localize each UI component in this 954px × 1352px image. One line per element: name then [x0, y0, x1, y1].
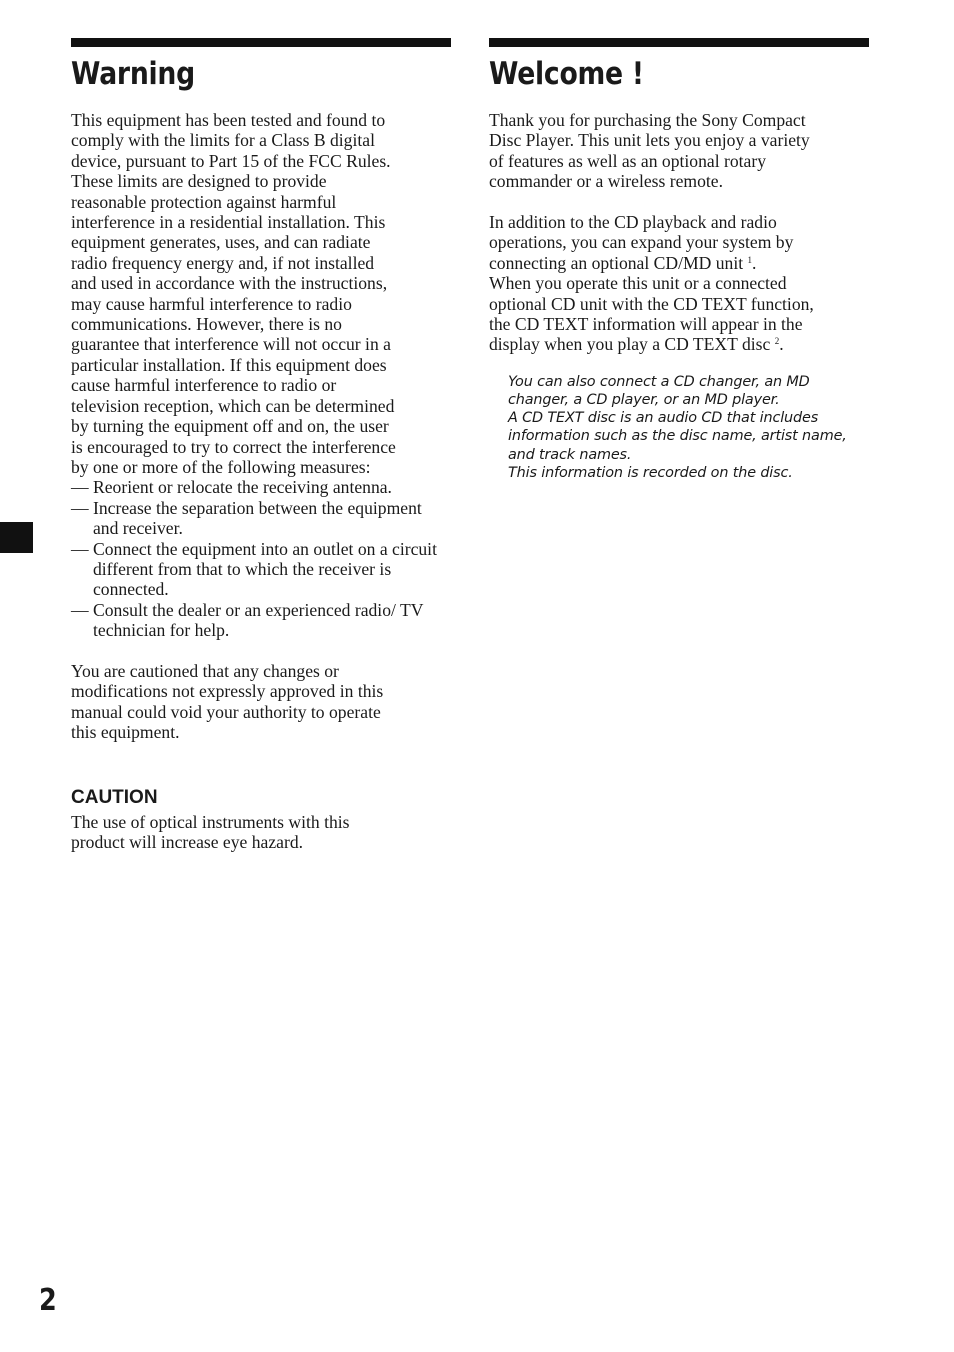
caution-heading: CAUTION — [71, 786, 158, 808]
measures-list — [71, 477, 451, 640]
welcome-column — [489, 38, 869, 482]
footnote-marker: 2 — [774, 336, 780, 347]
footnote-1: You can also connect a CD changer, an MD changer, a CD player, or an MD player. — [508, 373, 810, 409]
expansion-paragraph: In addition to the CD playback and radio operations, you can expand your system by connecting an optional CD/MD unit $^1$. When you operate this unit or a connected optional CD unit with the CD TEXT function, the CD TEXT information will appear in the display when you play a CD TEXT disc $^2$. — [489, 212, 814, 355]
warning-paragraph: This equipment has been tested and found to comply with the limits for a Class B digital device, pursuant to Part 15 of the FCC Rules. These limits are designed to provide reasonable protection against harmful interference in a residential installation. This equipment generates, uses, and can radiate radio frequency energy and, if not installed and used in accordance with the instructions, may cause harmful interference to radio communications. However, there is no guarantee that interference will not occur in a particular installation. If this equipment does cause harmful interference to radio or television reception, which can be determined by turning the equipment off and on, the user is encouraged to try to correct the interference by one or more of the following measures: — [71, 110, 396, 477]
list-item: — Reorient or relocate the receiving antenna. — [71, 477, 451, 497]
section-tab-marker — [0, 522, 33, 553]
warning-title: Warning — [71, 56, 195, 92]
list-item: — Connect the equipment into an outlet on a circuit different from that to which the receiver is connected. — [71, 539, 451, 600]
footnote-marker: 1 — [747, 254, 753, 265]
welcome-title: Welcome ! — [489, 56, 644, 92]
caution-text: The use of optical instruments with this product will increase eye hazard. — [71, 811, 350, 852]
footnotes — [508, 373, 869, 482]
warning-column — [71, 38, 451, 852]
footnote-2: A CD TEXT disc is an audio CD that includes information such as the disc name, artist name, and track names. This information is recorded on the disc. — [508, 410, 847, 481]
heading-rule — [489, 38, 869, 47]
heading-rule — [71, 38, 451, 47]
list-item: — Consult the dealer or an experienced radio/ TV technician for help. — [71, 600, 451, 641]
modification-caution-paragraph: You are cautioned that any changes or modifications not expressly approved in this manual could void your authority to operate this equipment. — [71, 660, 384, 743]
page-number: 2 — [39, 1283, 57, 1318]
list-item: — Increase the separation between the equipment and receiver. — [71, 498, 451, 539]
welcome-paragraph: Thank you for purchasing the Sony Compact Disc Player. This unit lets you enjoy a variety of features as well as an optional rotary commander or a wireless remote. — [489, 110, 810, 192]
